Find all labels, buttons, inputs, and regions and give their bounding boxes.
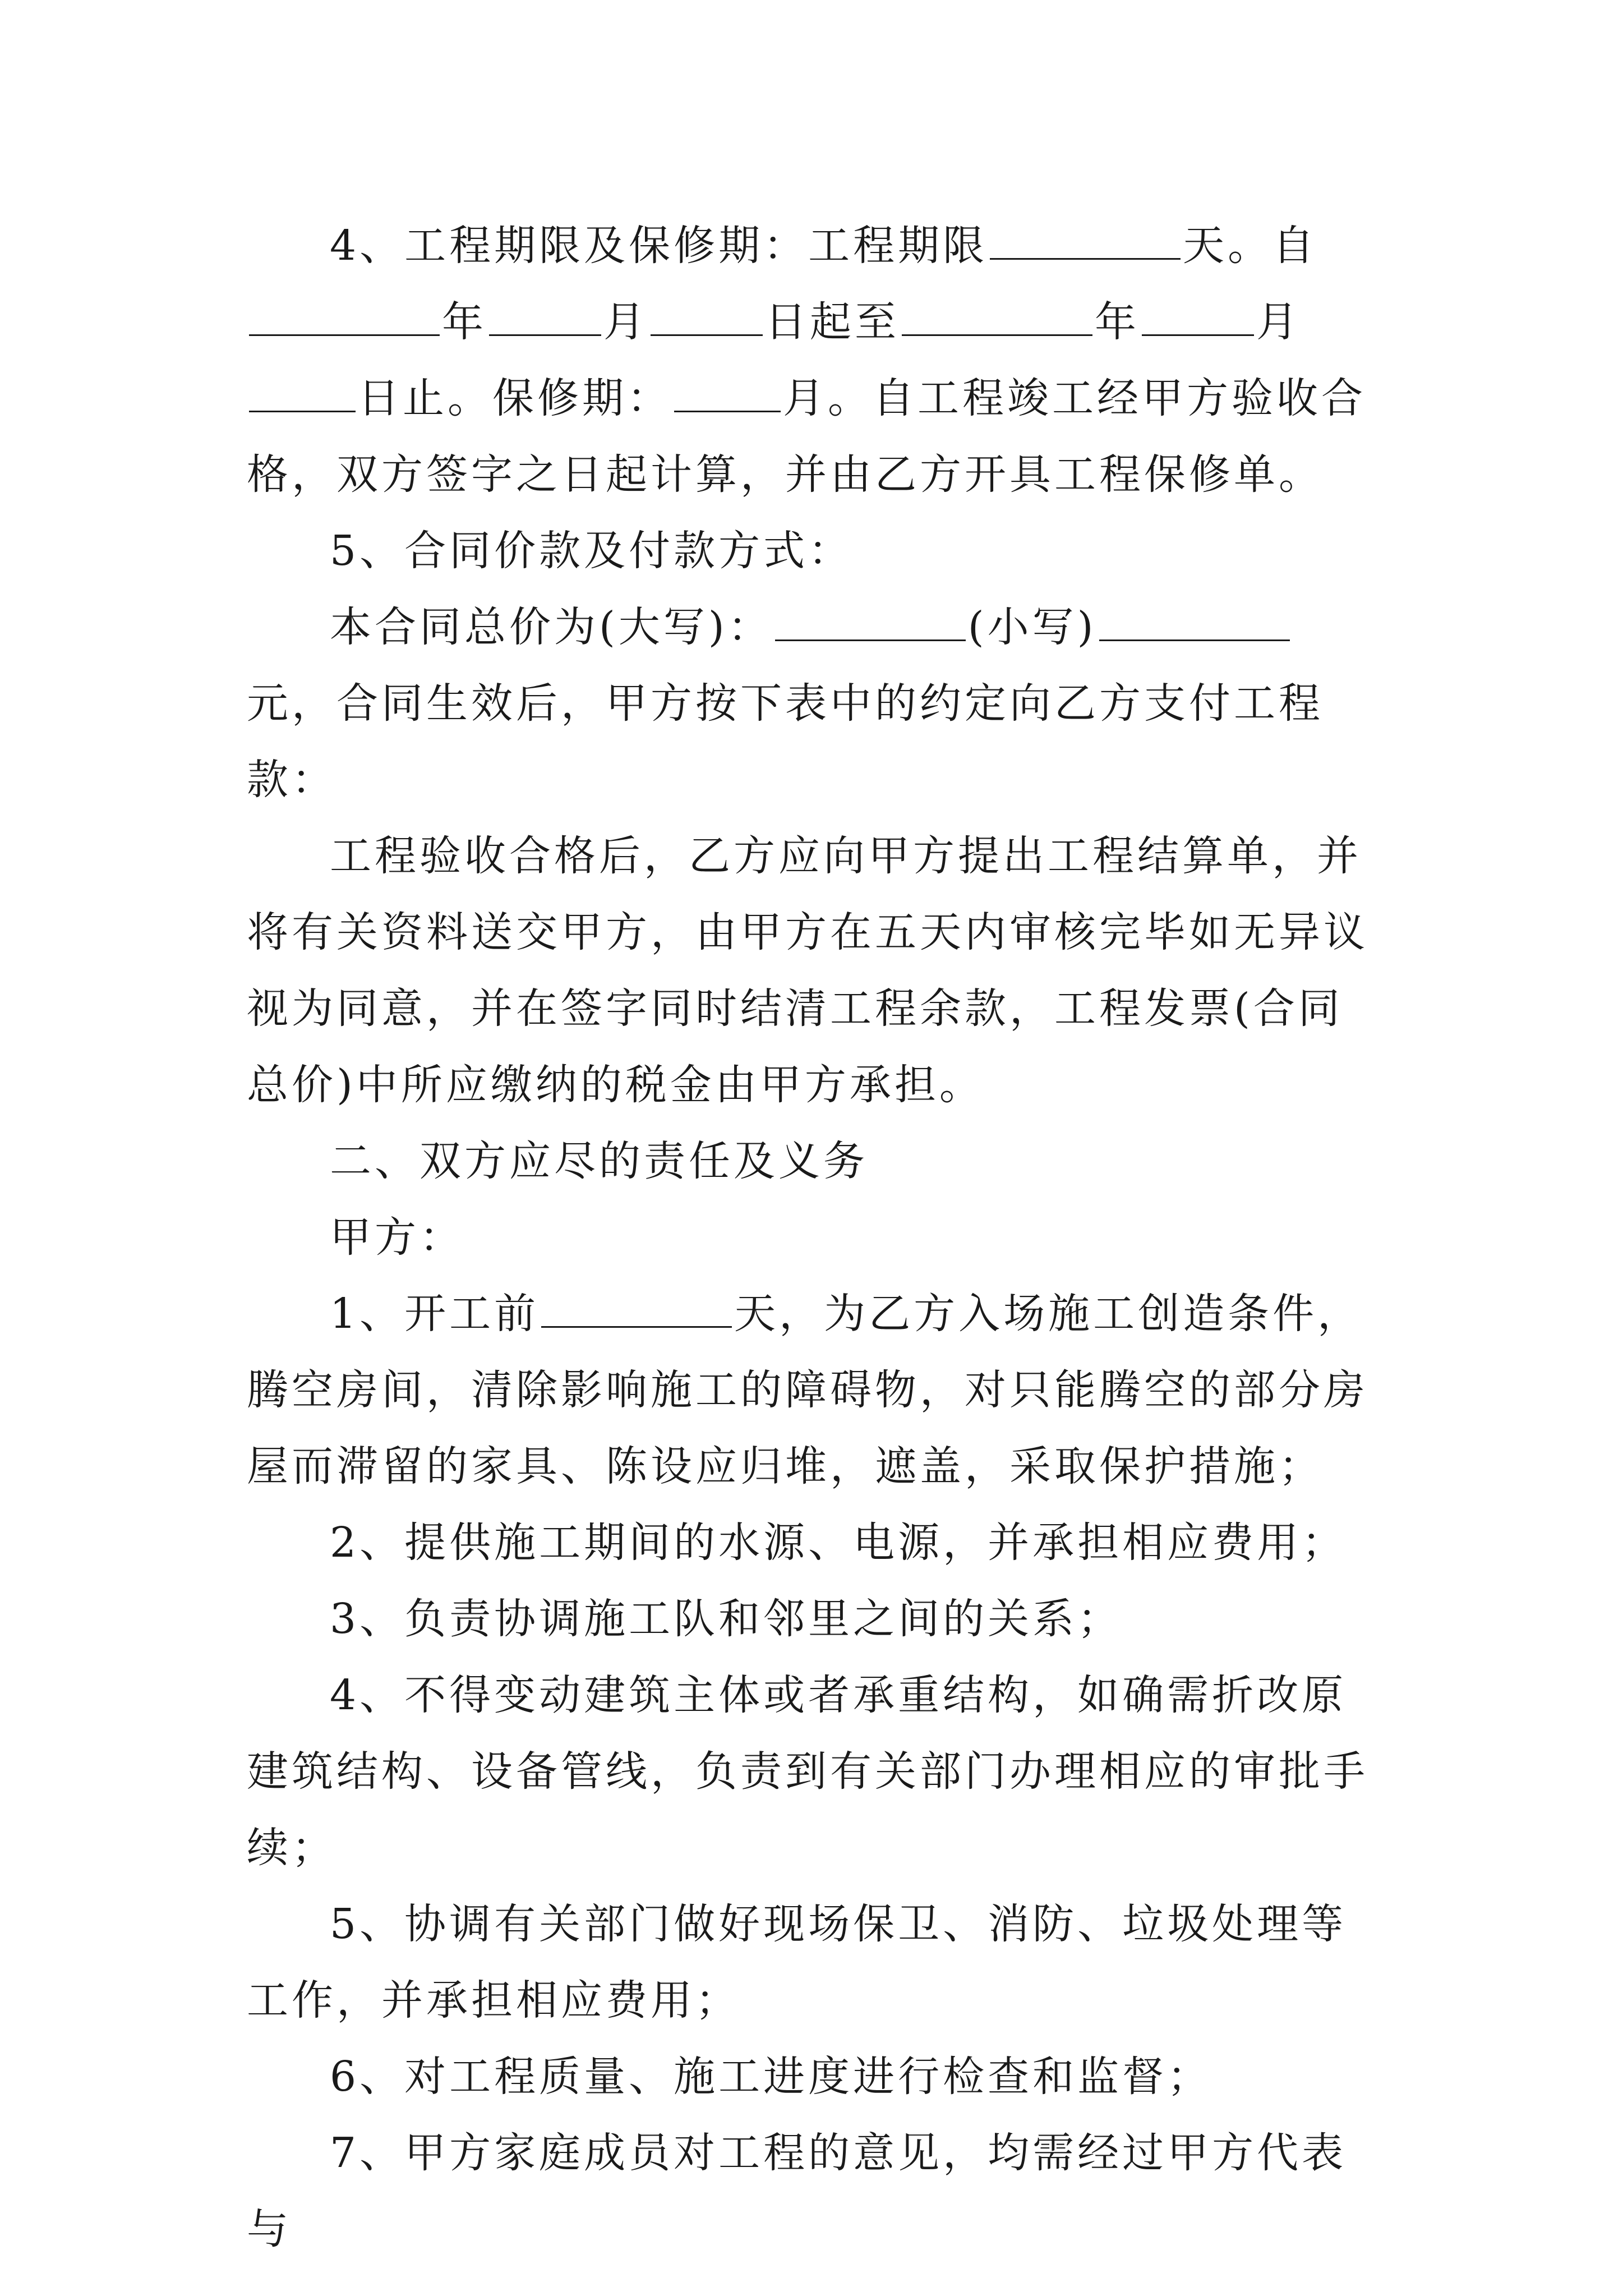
section-heading-responsibilities: 二、双方应尽的责任及义务 — [330, 1137, 868, 1185]
party-a-item-7: 7、甲方家庭成员对工程的意见，均需经过甲方代表与 — [247, 2129, 1347, 2253]
blank-duration-days — [990, 224, 1181, 260]
blank-end-day — [249, 377, 356, 412]
blank-price-uppercase — [775, 606, 966, 641]
text-segment: 年 — [1095, 298, 1140, 346]
party-a-item-4: 4、不得变动建筑主体或者承重结构，如确需折改原建筑结构、设备管线，负责到有关部门办理相应的审批手续； — [247, 1671, 1368, 1872]
text-segment: 年 — [442, 298, 487, 346]
party-a-heading: 甲方： — [330, 1213, 464, 1262]
text-segment: 本合同总价为(大写)： — [330, 603, 773, 651]
text-segment: 日起至 — [765, 298, 900, 346]
document-body — [247, 208, 1380, 2267]
text-segment: 月 — [603, 298, 648, 346]
blank-end-year — [902, 301, 1092, 336]
blank-warranty-months — [674, 377, 781, 412]
blank-start-year — [249, 301, 440, 336]
blank-prep-days — [541, 1292, 732, 1328]
blank-start-day — [651, 301, 763, 336]
text-segment: 日止。保修期： — [358, 374, 672, 422]
party-a-item-2: 2、提供施工期间的水源、电源，并承担相应费用； — [330, 1519, 1347, 1567]
party-a-item-6: 6、对工程质量、施工进度进行检查和监督； — [330, 2053, 1212, 2101]
text-segment: 月 — [1256, 298, 1301, 346]
clause-total-price — [247, 589, 1380, 818]
party-a-item-3: 3、负责协调施工队和邻里之间的关系； — [330, 1595, 1123, 1643]
blank-end-month — [1142, 301, 1254, 336]
text-segment: 1、开工前 — [330, 1290, 540, 1338]
text-segment: 天，为乙方入场施工创造条件，腾空房间，清除影响施工的障碍物，对只能腾空的部分房屋而滞留的家具、陈设应归堆，遮盖，采取保护措施； — [247, 1290, 1368, 1490]
blank-price-numeric — [1099, 606, 1290, 641]
text-segment: (小写) — [967, 603, 1097, 651]
clause-price-heading: 5、合同价款及付款方式： — [330, 527, 854, 575]
clause-settlement: 工程验收合格后，乙方应向甲方提出工程结算单，并将有关资料送交甲方，由甲方在五天内审核完毕如无异议视为同意，并在签字同时结清工程余款，工程发票(合同总价)中所应缴纳的税金由甲方承担。 — [247, 832, 1368, 1109]
clause-construction-period — [247, 208, 1380, 513]
party-a-item-1 — [247, 1276, 1380, 1504]
text-segment: 元，合同生效后，甲方按下表中的约定向乙方支付工程款： — [247, 679, 1324, 804]
text-segment: 月。自工程竣工经甲方验收合格，双方签字之日起计算，并由乙方开具工程保修单。 — [247, 374, 1366, 499]
text-segment: 天。自 — [1183, 222, 1318, 270]
blank-start-month — [489, 301, 601, 336]
text-segment: 4、工程期限及保修期：工程期限 — [330, 222, 988, 270]
party-a-item-5: 5、协调有关部门做好现场保卫、消防、垃圾处理等工作，并承担相应费用； — [247, 1900, 1347, 2024]
